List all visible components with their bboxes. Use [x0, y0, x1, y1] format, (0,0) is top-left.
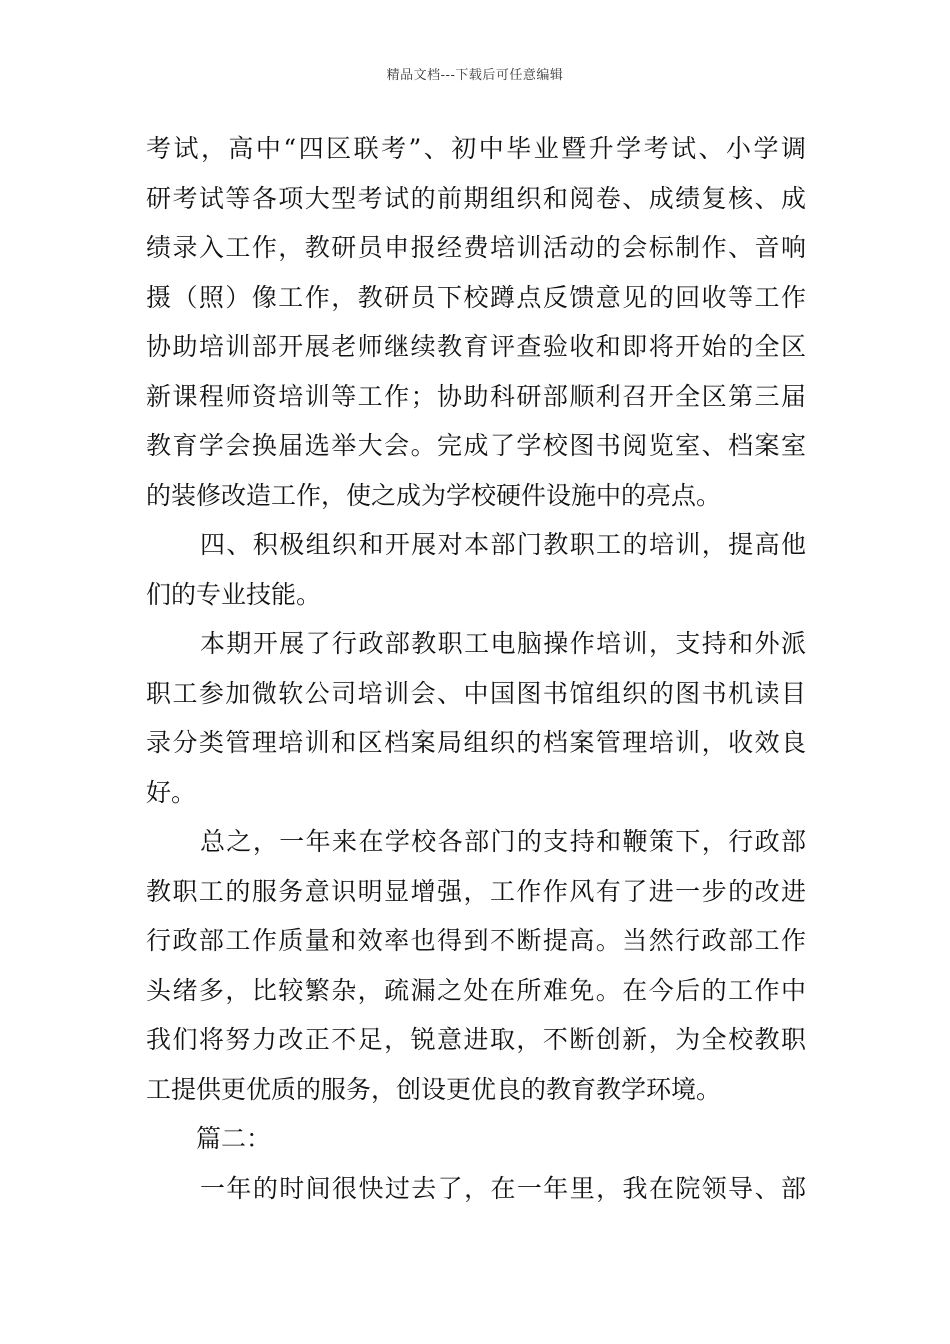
- text-line: 教育学会换届选举大会。完成了学校图书阅览室、档案室: [146, 431, 806, 460]
- section-heading-line: 四、积极组织和开展对本部门教职工的培训，提高他: [200, 530, 806, 559]
- section-label: 篇二：: [196, 1124, 272, 1153]
- paragraph-first-line: 总之，一年来在学校各部门的支持和鞭策下，行政部: [200, 827, 806, 856]
- paragraph-first-line: 本期开展了行政部教职工电脑操作培训，支持和外派: [200, 629, 806, 658]
- text-line: 好。: [146, 777, 197, 807]
- text-line: 的装修改造工作，使之成为学校硬件设施中的亮点。: [146, 480, 722, 510]
- text-line: 摄（照）像工作，教研员下校蹲点反馈意见的回收等工作: [146, 282, 806, 312]
- text-line: 研考试等各项大型考试的前期组织和阅卷、成绩复核、成: [146, 183, 806, 213]
- text-line: 新课程师资培训等工作；协助科研部顺利召开全区第三届: [146, 381, 806, 411]
- text-line: 工提供更优质的服务，创设更优良的教育教学环境。: [146, 1074, 722, 1104]
- text-line: 头绪多，比较繁杂，疏漏之处在所难免。在今后的工作中: [146, 975, 806, 1005]
- text-line: 职工参加微软公司培训会、中国图书馆组织的图书机读目: [146, 678, 806, 708]
- text-line: 录分类管理培训和区档案局组织的档案管理培训，收效良: [146, 728, 806, 757]
- text-line: 教职工的服务意识明显增强，工作作风有了进一步的改进: [146, 876, 806, 906]
- paragraph-first-line: 一年的时间很快过去了，在一年里，我在院领导、部: [200, 1173, 806, 1203]
- text-line: 考试，高中“四区联考”、初中毕业暨升学考试、小学调: [146, 134, 806, 163]
- text-line: 我们将努力改正不足，锐意进取，不断创新，为全校教职: [146, 1025, 806, 1054]
- document-body: [146, 124, 806, 1213]
- text-line: 绩录入工作，教研员申报经费培训活动的会标制作、音响: [146, 233, 806, 262]
- text-line: 行政部工作质量和效率也得到不断提高。当然行政部工作: [146, 926, 806, 955]
- text-line: 们的专业技能。: [146, 579, 322, 609]
- page-header: 精品文档---下载后可任意编辑: [386, 68, 564, 83]
- text-line: 协助培训部开展老师继续教育评查验收和即将开始的全区: [146, 332, 806, 361]
